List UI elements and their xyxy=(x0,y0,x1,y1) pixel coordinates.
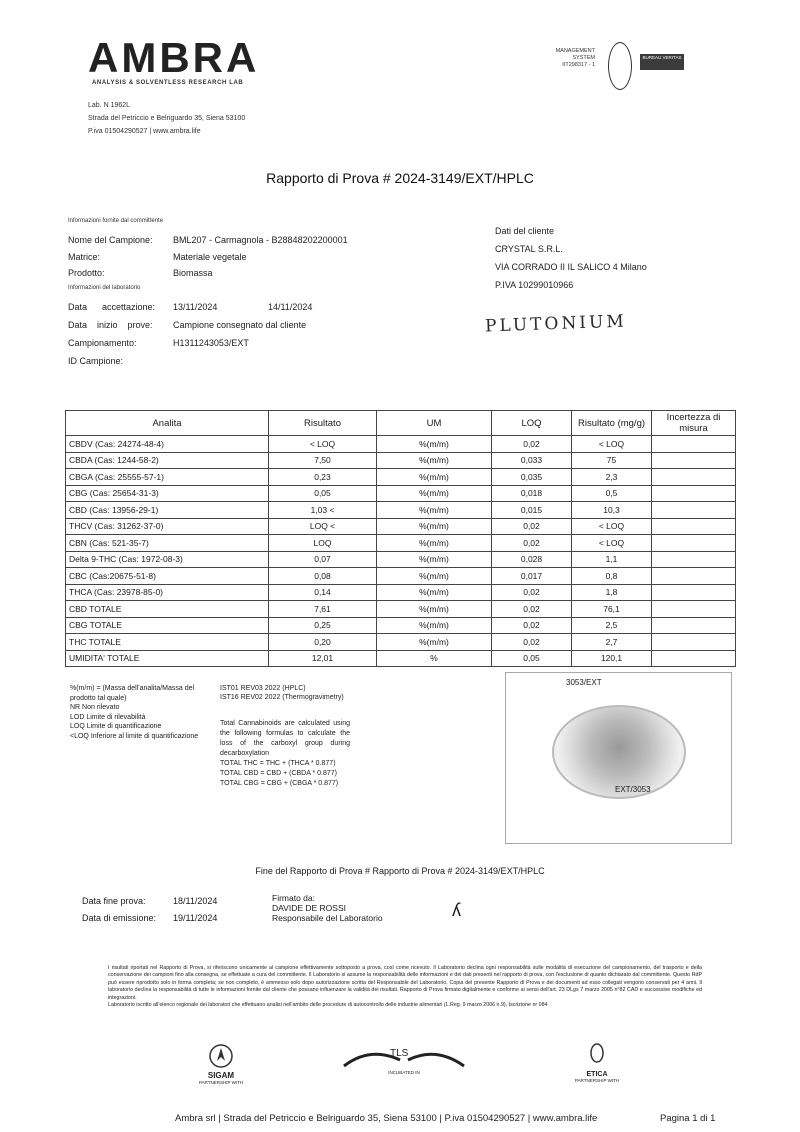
sigam-caption: PARTNERSHIP WITH xyxy=(198,1080,244,1085)
cell-analita: Delta 9-THC (Cas: 1972-08-3) xyxy=(66,551,269,568)
cell-um: %(m/m) xyxy=(377,436,492,453)
tls-caption: INCUBATED IN xyxy=(388,1070,420,1075)
lab-number: Lab. N 1962L xyxy=(88,102,131,109)
cell-analita: CBG (Cas: 25654-31-3) xyxy=(66,485,269,502)
matrix-label: Matrice: xyxy=(68,252,101,262)
table-header-row xyxy=(66,411,736,436)
disclaimer xyxy=(108,965,702,1009)
cell-um: %(m/m) xyxy=(377,617,492,634)
issue-date-label: Data di emissione: xyxy=(82,913,157,923)
signature-line-1: Firmato da: xyxy=(272,893,315,903)
lab-info xyxy=(88,99,245,138)
table-row xyxy=(66,452,736,469)
cell-loq: 0,015 xyxy=(492,502,572,519)
report-title: Rapporto di Prova # 2024-3149/EXT/HPLC xyxy=(266,170,534,186)
cell-analita: CBN (Cas: 521-35-7) xyxy=(66,535,269,552)
certification-seal-icon xyxy=(608,42,632,90)
formula-line: TOTAL CBD = CBD + (CBDA * 0.877) xyxy=(220,770,337,777)
formula-line: TOTAL CBG = CBG + (CBGA * 0.877) xyxy=(220,780,339,787)
cell-loq: 0,018 xyxy=(492,485,572,502)
cell-risultato-mg: 1,1 xyxy=(572,551,652,568)
col-header-risultato-mg: Risultato (mg/g) xyxy=(572,411,652,436)
cell-um: % xyxy=(377,650,492,667)
cell-risultato-mg: 10,3 xyxy=(572,502,652,519)
disclaimer-registry: Laboratorio iscritto all'elenco regionale dei laboratori che effettuano analisi nell'ambito delle procedure di autocontrollo delle industrie alimentari (L.Reg. 9 marzo 2006 n.9), Iscrizione nr 084 xyxy=(108,1002,548,1009)
cell-um: %(m/m) xyxy=(377,502,492,519)
cell-incertezza xyxy=(652,436,736,453)
cell-um: %(m/m) xyxy=(377,584,492,601)
client-info xyxy=(495,222,647,294)
cert-line-1: MANAGEMENT xyxy=(555,48,595,54)
etica-name: ETICA xyxy=(586,1071,608,1078)
sampling-value: H1311243053/EXT xyxy=(173,338,249,348)
cell-loq: 0,02 xyxy=(492,436,572,453)
cell-um: %(m/m) xyxy=(377,485,492,502)
cell-analita: THCA (Cas: 23978-85-0) xyxy=(66,584,269,601)
laboratorio-header: Informazioni del laboratorio xyxy=(68,285,141,291)
formula-description: Total Cannabinoids are calculated using the following formulas to calculate the loss of the carboxyl group during decarboxylation xyxy=(220,720,350,757)
cell-risultato: 0,20 xyxy=(269,634,377,651)
col-header-incertezza: Incertezza di misura xyxy=(652,411,736,436)
photo-label-top: 3053/EXT xyxy=(566,678,602,687)
acceptance-date-value-2: 14/11/2024 xyxy=(268,302,313,312)
cell-risultato: LOQ < xyxy=(269,518,377,535)
client-header: Dati del cliente xyxy=(495,226,555,236)
etica-caption: PARTNERSHIP WITH xyxy=(574,1078,620,1083)
cell-um: %(m/m) xyxy=(377,469,492,486)
table-row xyxy=(66,551,736,568)
table-row xyxy=(66,436,736,453)
footer-text: Ambra srl | Strada del Petriccio e Belriguardo 35, Siena 53100 | P.iva 01504290527 | www.ambra.life xyxy=(175,1113,598,1124)
cell-loq: 0,017 xyxy=(492,568,572,585)
cell-risultato: 12,01 xyxy=(269,650,377,667)
table-row xyxy=(66,535,736,552)
cell-risultato: 7,61 xyxy=(269,601,377,618)
cell-risultato-mg: 0,5 xyxy=(572,485,652,502)
cell-analita: CBDA (Cas: 1244-58-2) xyxy=(66,452,269,469)
table-row xyxy=(66,584,736,601)
cell-analita: THC TOTALE xyxy=(66,634,269,651)
cell-risultato: < LOQ xyxy=(269,436,377,453)
table-row xyxy=(66,518,736,535)
certification-text xyxy=(535,48,595,69)
legend-line: <LOQ Inferiore al limite di quantificazione xyxy=(70,732,199,740)
lab-logo: AMBRA xyxy=(88,34,260,81)
col-header-loq: LOQ xyxy=(492,411,572,436)
test-start-label: Data inizio prove: xyxy=(68,320,153,330)
legend-line: NR Non rilevato xyxy=(70,704,120,711)
results-table xyxy=(65,410,736,667)
product-value: Biomassa xyxy=(173,268,213,278)
cell-um: %(m/m) xyxy=(377,601,492,618)
cell-incertezza xyxy=(652,502,736,519)
handwritten-note: PLUTONIUM xyxy=(484,311,628,337)
lab-address: Strada del Petriccio e Belriguardo 35, Siena 53100 xyxy=(88,115,246,122)
cell-risultato: 0,25 xyxy=(269,617,377,634)
cell-um: %(m/m) xyxy=(377,518,492,535)
cell-risultato: LOQ xyxy=(269,535,377,552)
product-label: Prodotto: xyxy=(68,268,105,278)
units-legend xyxy=(70,684,220,741)
formula-line: TOTAL THC = THC + (THCA * 0.877) xyxy=(220,760,336,767)
cell-um: %(m/m) xyxy=(377,535,492,552)
partner-tls xyxy=(340,1046,468,1075)
cell-risultato-mg: 1,8 xyxy=(572,584,652,601)
cell-risultato-mg: < LOQ xyxy=(572,535,652,552)
cell-risultato-mg: < LOQ xyxy=(572,518,652,535)
cell-incertezza xyxy=(652,551,736,568)
partner-sigam xyxy=(196,1043,246,1085)
signature-mark-icon: ʎ xyxy=(452,900,461,920)
partner-etica xyxy=(572,1043,622,1083)
cell-risultato: 0,05 xyxy=(269,485,377,502)
cell-analita: UMIDITA' TOTALE xyxy=(66,650,269,667)
table-row xyxy=(66,617,736,634)
sigam-logo-icon xyxy=(208,1043,234,1069)
cell-um: %(m/m) xyxy=(377,634,492,651)
cell-analita: CBG TOTALE xyxy=(66,617,269,634)
signature-block xyxy=(272,893,383,923)
table-row xyxy=(66,568,736,585)
table-row xyxy=(66,601,736,618)
cell-incertezza xyxy=(652,469,736,486)
legend-line: LOQ Limite di quantificazione xyxy=(70,723,162,730)
client-address: VIA CORRADO II IL SALICO 4 Milano xyxy=(495,262,647,272)
cell-risultato-mg: 2,3 xyxy=(572,469,652,486)
cell-um: %(m/m) xyxy=(377,452,492,469)
sample-id-label: ID Campione: xyxy=(68,356,124,366)
cell-risultato-mg: 0,8 xyxy=(572,568,652,585)
lab-piva: P.iva 01504290527 | www.ambra.life xyxy=(88,128,201,135)
col-header-risultato: Risultato xyxy=(269,411,377,436)
lab-logo-subtitle: ANALYSIS & SOLVENTLESS RESEARCH LAB xyxy=(92,80,244,86)
method-line: IST16 REV02 2022 (Thermogravimetry) xyxy=(220,694,344,701)
acceptance-date-value: 13/11/2024 xyxy=(173,302,218,312)
table-row xyxy=(66,485,736,502)
cell-incertezza xyxy=(652,518,736,535)
issue-date-value: 19/11/2024 xyxy=(173,913,218,923)
disclaimer-text: I risultati riportati nel Rapporto di Prova, si riferiscono unicamente al campione effettivamente sottoposto a prova, così come ricevuto. Il Laboratorio declina ogni responsabilità sulle modalità di esecuzione del campionamento, del trasporto e della conservazione dei campioni fino alla consegna, se effettuate a cura del committente. Il Laboratorio si assume la responsabilità delle informazioni e dei dati presenti nel rapporto di prova, con l'esclusione di quanto dichiarato dal committente. Questo RdP può essere riprodotto solo in forma completa; se non completo, è ammesso solo dopo autorizzazione scritta del Responsabile del Laboratorio. Copia del presente Rapporto di Prova e dei documenti ad esso collegati vengono conservati per 4 anni. Il laboratorio declina la responsabilità di tutte le informazioni fornite dal cliente che possano influenzare la validità dei risultati. Rapporto di Prova firmato digitalmente e conforme ai sensi dell'art. 23 DLgs 7 marzo 2005 n°82 CAD e successive modifiche ed integrazioni. xyxy=(108,965,702,1001)
cell-analita: CBGA (Cas: 25555-57-1) xyxy=(66,469,269,486)
cell-analita: CBD (Cas: 13956-29-1) xyxy=(66,502,269,519)
cell-loq: 0,02 xyxy=(492,634,572,651)
col-header-analita: Analita xyxy=(66,411,269,436)
sample-name-label: Nome del Campione: xyxy=(68,235,153,245)
cell-loq: 0,035 xyxy=(492,469,572,486)
test-start-value: Campione consegnato dal cliente xyxy=(173,320,307,330)
cell-risultato-mg: 76,1 xyxy=(572,601,652,618)
page-number: Pagina 1 di 1 xyxy=(660,1113,716,1124)
methods-list xyxy=(220,684,344,702)
col-header-um: UM xyxy=(377,411,492,436)
end-of-report: Fine del Rapporto di Prova # Rapporto di Prova # 2024-3149/EXT/HPLC xyxy=(255,866,545,876)
cell-risultato: 0,07 xyxy=(269,551,377,568)
cert-line-3: IIT298317 - 1 xyxy=(562,62,595,68)
cell-risultato: 7,50 xyxy=(269,452,377,469)
cell-risultato-mg: < LOQ xyxy=(572,436,652,453)
legend-line: %(m/m) = (Massa dell'analita/Massa del xyxy=(70,685,195,692)
cell-risultato-mg: 75 xyxy=(572,452,652,469)
committente-header: Informazioni fornite dal committente xyxy=(68,218,164,224)
cell-risultato-mg: 2,7 xyxy=(572,634,652,651)
cert-line-2: SYSTEM xyxy=(572,55,595,61)
cell-incertezza xyxy=(652,452,736,469)
cell-risultato: 0,08 xyxy=(269,568,377,585)
table-row xyxy=(66,469,736,486)
end-date-value: 18/11/2024 xyxy=(173,896,218,906)
cell-loq: 0,02 xyxy=(492,518,572,535)
cell-incertezza xyxy=(652,568,736,585)
table-row xyxy=(66,502,736,519)
method-line: IST01 REV03 2022 (HPLC) xyxy=(220,685,306,692)
sampling-label: Campionamento: xyxy=(68,338,137,348)
cell-loq: 0,02 xyxy=(492,584,572,601)
cell-incertezza xyxy=(652,601,736,618)
cell-analita: CBC (Cas:20675-51-8) xyxy=(66,568,269,585)
cell-incertezza xyxy=(652,634,736,651)
signature-name: DAVIDE DE ROSSI xyxy=(272,903,346,913)
cell-risultato: 0,14 xyxy=(269,584,377,601)
formula-block xyxy=(220,719,350,789)
etica-logo-icon xyxy=(584,1043,610,1069)
legend-line: prodotto tal quale) xyxy=(70,694,127,702)
cell-analita: THCV (Cas: 31262-37-0) xyxy=(66,518,269,535)
cell-analita: CBDV (Cas: 24274-48-4) xyxy=(66,436,269,453)
photo-label-bottom: EXT/3053 xyxy=(615,785,651,794)
cell-loq: 0,05 xyxy=(492,650,572,667)
cell-analita: CBD TOTALE xyxy=(66,601,269,618)
cell-loq: 0,033 xyxy=(492,452,572,469)
matrix-value: Materiale vegetale xyxy=(173,252,247,262)
bureau-veritas-badge: BUREAU VERITAS xyxy=(640,54,684,70)
cell-risultato-mg: 120,1 xyxy=(572,650,652,667)
sample-name-value: BML207 - Carmagnola - B28848202200001 xyxy=(173,235,348,245)
cell-incertezza xyxy=(652,650,736,667)
tls-name: TLS xyxy=(390,1048,409,1059)
cell-incertezza xyxy=(652,617,736,634)
client-piva: P.IVA 10299010966 xyxy=(495,280,574,290)
end-date-label: Data fine prova: xyxy=(82,896,146,906)
cell-um: %(m/m) xyxy=(377,551,492,568)
legend-line: LOD Limite di rilevabilità xyxy=(70,713,146,721)
cell-risultato-mg: 2,5 xyxy=(572,617,652,634)
cell-loq: 0,02 xyxy=(492,617,572,634)
cell-risultato: 1,03 < xyxy=(269,502,377,519)
table-row xyxy=(66,650,736,667)
cell-loq: 0,02 xyxy=(492,601,572,618)
cell-loq: 0,028 xyxy=(492,551,572,568)
sigam-name: SIGAM xyxy=(207,1071,235,1080)
cell-um: %(m/m) xyxy=(377,568,492,585)
cell-loq: 0,02 xyxy=(492,535,572,552)
cell-incertezza xyxy=(652,584,736,601)
client-name: CRYSTAL S.R.L. xyxy=(495,244,563,254)
acceptance-date-label: Data accettazione: xyxy=(68,302,156,312)
signature-role: Responsabile del Laboratorio xyxy=(272,913,383,923)
cell-risultato: 0,23 xyxy=(269,469,377,486)
table-row xyxy=(66,634,736,651)
cell-incertezza xyxy=(652,535,736,552)
cell-incertezza xyxy=(652,485,736,502)
